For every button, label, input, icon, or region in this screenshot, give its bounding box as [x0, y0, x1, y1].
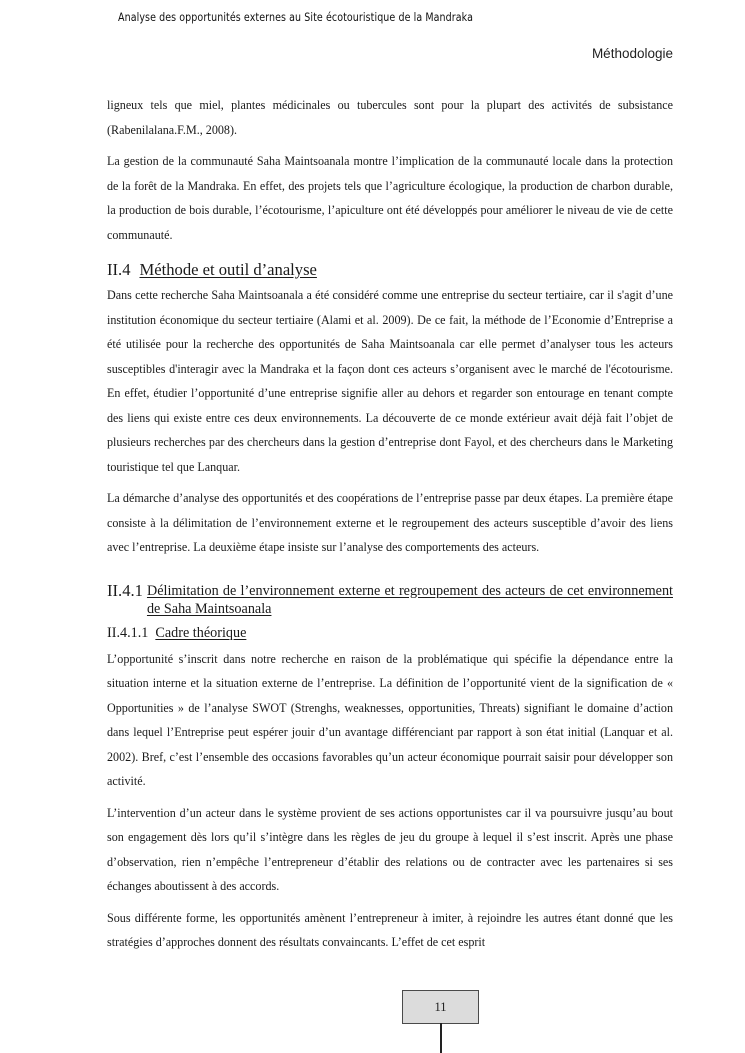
page-number-box: [402, 990, 479, 1024]
subsection-number: II.4.1: [107, 580, 143, 600]
page-number-line: [440, 1023, 442, 1053]
section-title: Méthode et outil d’analyse: [139, 260, 317, 279]
section-number: II.4: [107, 260, 131, 279]
paragraph-5: L’opportunité s’inscrit dans notre recherche en raison de la problématique qui spécifie la dépendance entre la situation interne et la situation externe de l’entreprise. La définition de l’opportunité vient de la signification de « Opportunities » de l’analyse SWOT (Strenghs, weaknesses, opportunities, Threats) signifiant le domaine d’action dans lequel l’Entreprise peut espérer jouir d’un avantage différenciant par rapport à son état initial (Lanquar et al. 2002). Bref, c’est l’ensemble des occasions favorables qu’un acteur économique pourrait saisir pour développer son activité.: [107, 651, 673, 788]
section-heading-ii-4: [107, 259, 673, 281]
section-heading-ii-4-1: [107, 582, 673, 619]
paragraph-6: L’intervention d’un acteur dans le système provient de ses actions opportunistes car il va poursuivre jusqu’au bout son engagement dès lors qu’il s’intègre dans les règles de jeu du groupe à lequel il s’est inscrit. Après une phase d’observation, rien n’empêche l’entrepreneur d’établir des relations ou de contracter avec les partenaires si ses échanges aboutissent à des accords.: [107, 805, 673, 893]
paragraph-7: Sous différente forme, les opportunités amènent l’entrepreneur à imiter, à rejoindre les autres étant donné que les stratégies d’approches donnent des résultats convaincants. L’effet de cet esprit: [107, 910, 673, 949]
subsubsection-title: Cadre théorique: [155, 624, 247, 641]
subsection-title: Délimitation de l’environnement externe et regroupement des acteurs de cet environnement de Saha Maintsoanala: [146, 582, 673, 617]
page-number: 11: [434, 999, 447, 1014]
section-heading-ii-4-1-1: [107, 623, 673, 643]
running-header-title: Analyse des opportunités externes au Site écotouristique de la Mandraka: [118, 10, 473, 24]
paragraph-1: ligneux tels que miel, plantes médicinales ou tubercules sont pour la plupart des activités de subsistance (Rabenilalana.F.M., 2008).: [107, 98, 673, 137]
page-body: [107, 93, 673, 955]
paragraph-4: La démarche d’analyse des opportunités et des coopérations de l’entreprise passe par deux étapes. La première étape consiste à la délimitation de l’environnement externe et le regroupement des acteurs susceptible d’avoir des liens avec l’entreprise. La deuxième étape insiste sur l’analyse des comportements des acteurs.: [107, 491, 673, 554]
paragraph-3: Dans cette recherche Saha Maintsoanala a été considéré comme une entreprise du secteur tertiaire, car il s'agit d’une institution économique du secteur tertiaire (Alami et al. 2009). De ce fait, la méthode de l’Economie d’Entreprise a été utilisée pour la recherche des opportunités de Saha Maintsoanala car elle permet d’analyser tous les acteurs susceptibles d'interagir avec la Mandraka et la façon dont ces acteurs s’organisent avec le marché de l'écotourisme. En effet, étudier l’opportunité d’une entreprise signifie aller au dehors et regarder son entourage en tenant compte des liens qui existe entre ces deux environnements. La découverte de ce monde extérieur avait déjà fait l’objet de plusieurs recherches par des chercheurs dans la gestion d’entreprise dont Fayol, et des chercheurs dans le Marketing touristique tel que Lanquar.: [107, 288, 673, 474]
chapter-label: Méthodologie: [591, 46, 673, 61]
paragraph-2: La gestion de la communauté Saha Maintsoanala montre l’implication de la communauté locale dans la protection de la forêt de la Mandraka. En effet, des projets tels que l’agriculture écologique, la production de charbon durable, la production de bois durable, l’écotourisme, l’apiculture ont été développés pour améliorer le niveau de vie de cette communauté.: [107, 154, 673, 242]
subsubsection-number: II.4.1.1: [107, 624, 149, 641]
